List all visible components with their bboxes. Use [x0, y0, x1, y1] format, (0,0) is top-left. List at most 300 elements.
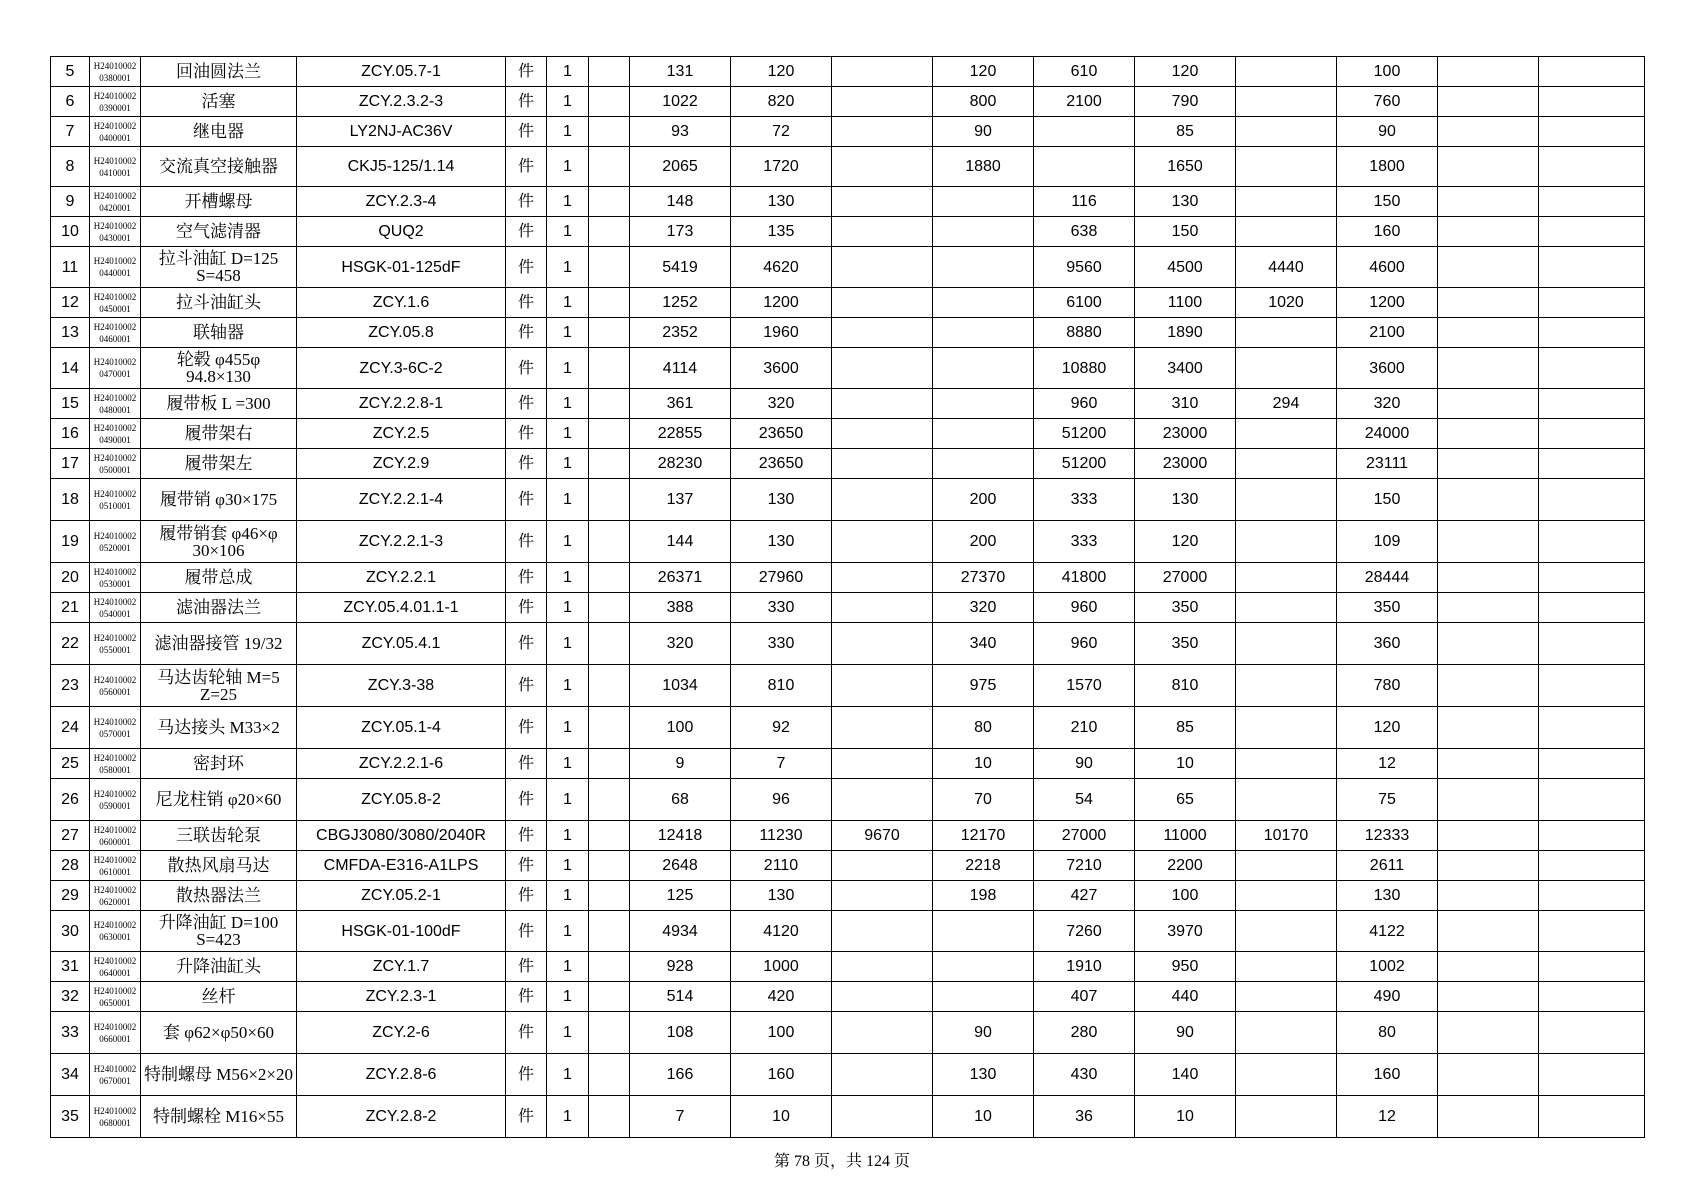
cell-no: 34 [51, 1054, 90, 1096]
cell-c2: 166 [630, 1054, 731, 1096]
cell-code: H24010002 0610001 [90, 851, 141, 881]
cell-c2: 100 [630, 707, 731, 749]
cell-c10 [1438, 1054, 1539, 1096]
cell-c7: 440 [1135, 982, 1236, 1012]
cell-name: 履带架右 [141, 419, 297, 449]
cell-code: H24010002 0430001 [90, 217, 141, 247]
cell-unit: 件 [506, 593, 547, 623]
cell-c4 [832, 749, 933, 779]
cell-qty: 1 [547, 87, 589, 117]
cell-c10 [1438, 479, 1539, 521]
cell-qty: 1 [547, 348, 589, 389]
cell-no: 20 [51, 563, 90, 593]
cell-code: H24010002 0410001 [90, 147, 141, 187]
cell-c5 [933, 449, 1034, 479]
cell-c10 [1438, 593, 1539, 623]
cell-unit: 件 [506, 449, 547, 479]
cell-c6: 610 [1034, 57, 1135, 87]
cell-c11 [1539, 982, 1645, 1012]
cell-code: H24010002 0480001 [90, 389, 141, 419]
cell-c8 [1236, 87, 1337, 117]
cell-model: QUQ2 [297, 217, 506, 247]
cell-model: ZCY.05.4.01.1-1 [297, 593, 506, 623]
cell-c7: 310 [1135, 389, 1236, 419]
cell-c11 [1539, 707, 1645, 749]
cell-c5 [933, 982, 1034, 1012]
cell-c5: 800 [933, 87, 1034, 117]
cell-c9: 28444 [1337, 563, 1438, 593]
cell-no: 22 [51, 623, 90, 665]
cell-c11 [1539, 1012, 1645, 1054]
cell-no: 12 [51, 288, 90, 318]
cell-c9: 2611 [1337, 851, 1438, 881]
cell-unit: 件 [506, 749, 547, 779]
cell-c4 [832, 187, 933, 217]
cell-c4 [832, 952, 933, 982]
cell-model: LY2NJ-AC36V [297, 117, 506, 147]
cell-c11 [1539, 288, 1645, 318]
cell-no: 17 [51, 449, 90, 479]
cell-name: 履带销套 φ46×φ 30×106 [141, 521, 297, 563]
cell-no: 26 [51, 779, 90, 821]
cell-c9: 760 [1337, 87, 1438, 117]
cell-model: HSGK-01-125dF [297, 247, 506, 288]
cell-no: 25 [51, 749, 90, 779]
cell-c7: 350 [1135, 623, 1236, 665]
table-row [51, 749, 1645, 779]
cell-c9: 100 [1337, 57, 1438, 87]
cell-c2: 9 [630, 749, 731, 779]
cell-c10 [1438, 449, 1539, 479]
cell-c7: 3400 [1135, 348, 1236, 389]
cell-c6: 1570 [1034, 665, 1135, 707]
cell-code: H24010002 0520001 [90, 521, 141, 563]
cell-c9: 1200 [1337, 288, 1438, 318]
cell-name: 履带销 φ30×175 [141, 479, 297, 521]
cell-qty: 1 [547, 779, 589, 821]
cell-c6: 407 [1034, 982, 1135, 1012]
cell-qty: 1 [547, 479, 589, 521]
cell-qty: 1 [547, 1096, 589, 1138]
cell-c1 [589, 851, 630, 881]
cell-code: H24010002 0510001 [90, 479, 141, 521]
cell-unit: 件 [506, 623, 547, 665]
cell-model: CMFDA-E316-A1LPS [297, 851, 506, 881]
cell-c6: 9560 [1034, 247, 1135, 288]
cell-code: H24010002 0390001 [90, 87, 141, 117]
cell-name: 开槽螺母 [141, 187, 297, 217]
cell-c8: 10170 [1236, 821, 1337, 851]
cell-c3: 330 [731, 623, 832, 665]
cell-c5: 12170 [933, 821, 1034, 851]
cell-c9: 130 [1337, 881, 1438, 911]
cell-c11 [1539, 821, 1645, 851]
cell-model: ZCY.2.8-6 [297, 1054, 506, 1096]
cell-c10 [1438, 419, 1539, 449]
cell-c7: 350 [1135, 593, 1236, 623]
cell-c3: 810 [731, 665, 832, 707]
cell-c10 [1438, 749, 1539, 779]
cell-c8 [1236, 563, 1337, 593]
cell-code: H24010002 0570001 [90, 707, 141, 749]
cell-c8 [1236, 479, 1337, 521]
cell-c1 [589, 593, 630, 623]
page-number-footer: 第 78 页，共 124 页 [773, 1153, 910, 1170]
cell-c5 [933, 217, 1034, 247]
cell-c7: 810 [1135, 665, 1236, 707]
table-row [51, 707, 1645, 749]
cell-c10 [1438, 665, 1539, 707]
cell-model: ZCY.2.2.1-4 [297, 479, 506, 521]
cell-no: 14 [51, 348, 90, 389]
table-row [51, 911, 1645, 952]
cell-code: H24010002 0590001 [90, 779, 141, 821]
cell-c6: 36 [1034, 1096, 1135, 1138]
cell-unit: 件 [506, 521, 547, 563]
cell-c3: 420 [731, 982, 832, 1012]
cell-c6: 6100 [1034, 288, 1135, 318]
cell-c8 [1236, 952, 1337, 982]
cell-c4 [832, 419, 933, 449]
cell-c8: 294 [1236, 389, 1337, 419]
cell-c1 [589, 623, 630, 665]
cell-c6: 430 [1034, 1054, 1135, 1096]
cell-c11 [1539, 348, 1645, 389]
cell-c1 [589, 911, 630, 952]
cell-qty: 1 [547, 288, 589, 318]
cell-no: 32 [51, 982, 90, 1012]
cell-c11 [1539, 623, 1645, 665]
cell-c8 [1236, 1012, 1337, 1054]
cell-name: 套 φ62×φ50×60 [141, 1012, 297, 1054]
cell-c6: 116 [1034, 187, 1135, 217]
cell-code: H24010002 0440001 [90, 247, 141, 288]
cell-c1 [589, 952, 630, 982]
table-row [51, 288, 1645, 318]
cell-code: H24010002 0640001 [90, 952, 141, 982]
cell-unit: 件 [506, 665, 547, 707]
cell-unit: 件 [506, 707, 547, 749]
cell-unit: 件 [506, 247, 547, 288]
table-row [51, 665, 1645, 707]
cell-c1 [589, 348, 630, 389]
cell-c4 [832, 521, 933, 563]
cell-c10 [1438, 247, 1539, 288]
cell-c5: 200 [933, 479, 1034, 521]
cell-c1 [589, 563, 630, 593]
cell-c5 [933, 419, 1034, 449]
table-row [51, 593, 1645, 623]
cell-c9: 90 [1337, 117, 1438, 147]
cell-unit: 件 [506, 779, 547, 821]
cell-model: ZCY.2.2.1 [297, 563, 506, 593]
cell-c2: 928 [630, 952, 731, 982]
cell-c7: 27000 [1135, 563, 1236, 593]
cell-code: H24010002 0400001 [90, 117, 141, 147]
cell-name: 马达齿轮轴 M=5 Z=25 [141, 665, 297, 707]
cell-c8 [1236, 449, 1337, 479]
cell-c7: 23000 [1135, 449, 1236, 479]
cell-c9: 80 [1337, 1012, 1438, 1054]
cell-name: 丝杆 [141, 982, 297, 1012]
cell-c1 [589, 247, 630, 288]
cell-c9: 780 [1337, 665, 1438, 707]
cell-c6: 333 [1034, 479, 1135, 521]
cell-c9: 23111 [1337, 449, 1438, 479]
cell-c5 [933, 389, 1034, 419]
cell-model: ZCY.05.2-1 [297, 881, 506, 911]
cell-c4 [832, 911, 933, 952]
cell-c2: 4114 [630, 348, 731, 389]
cell-c9: 12 [1337, 1096, 1438, 1138]
cell-c4 [832, 117, 933, 147]
cell-c7: 140 [1135, 1054, 1236, 1096]
cell-qty: 1 [547, 449, 589, 479]
cell-no: 29 [51, 881, 90, 911]
cell-c8 [1236, 881, 1337, 911]
cell-c7: 23000 [1135, 419, 1236, 449]
cell-code: H24010002 0490001 [90, 419, 141, 449]
cell-c9: 24000 [1337, 419, 1438, 449]
cell-unit: 件 [506, 57, 547, 87]
cell-c8 [1236, 1054, 1337, 1096]
cell-c1 [589, 1096, 630, 1138]
cell-c9: 1800 [1337, 147, 1438, 187]
cell-c1 [589, 982, 630, 1012]
cell-c8 [1236, 217, 1337, 247]
cell-c9: 160 [1337, 217, 1438, 247]
cell-c1 [589, 217, 630, 247]
cell-unit: 件 [506, 821, 547, 851]
cell-c10 [1438, 952, 1539, 982]
cell-name: 三联齿轮泵 [141, 821, 297, 851]
table-row [51, 147, 1645, 187]
cell-c10 [1438, 57, 1539, 87]
cell-c8 [1236, 665, 1337, 707]
cell-c8 [1236, 851, 1337, 881]
cell-model: ZCY.2.3-4 [297, 187, 506, 217]
cell-c8 [1236, 419, 1337, 449]
cell-name: 交流真空接触器 [141, 147, 297, 187]
cell-c8 [1236, 749, 1337, 779]
cell-no: 6 [51, 87, 90, 117]
cell-c11 [1539, 449, 1645, 479]
cell-code: H24010002 0620001 [90, 881, 141, 911]
cell-c3: 130 [731, 881, 832, 911]
cell-c11 [1539, 147, 1645, 187]
table-row [51, 623, 1645, 665]
cell-c4 [832, 982, 933, 1012]
cell-c7: 790 [1135, 87, 1236, 117]
cell-c10 [1438, 288, 1539, 318]
cell-c4 [832, 147, 933, 187]
cell-code: H24010002 0660001 [90, 1012, 141, 1054]
cell-model: ZCY.3-6C-2 [297, 348, 506, 389]
cell-code: H24010002 0450001 [90, 288, 141, 318]
cell-c6 [1034, 117, 1135, 147]
cell-no: 16 [51, 419, 90, 449]
cell-name: 轮毂 φ455φ 94.8×130 [141, 348, 297, 389]
cell-c1 [589, 1012, 630, 1054]
cell-c7: 85 [1135, 707, 1236, 749]
cell-code: H24010002 0530001 [90, 563, 141, 593]
cell-c5: 1880 [933, 147, 1034, 187]
cell-no: 35 [51, 1096, 90, 1138]
cell-c10 [1438, 707, 1539, 749]
cell-unit: 件 [506, 1012, 547, 1054]
cell-c6: 10880 [1034, 348, 1135, 389]
cell-code: H24010002 0540001 [90, 593, 141, 623]
cell-c1 [589, 665, 630, 707]
cell-model: ZCY.05.8-2 [297, 779, 506, 821]
cell-name: 履带板 L =300 [141, 389, 297, 419]
cell-code: H24010002 0630001 [90, 911, 141, 952]
cell-c11 [1539, 779, 1645, 821]
cell-c2: 1022 [630, 87, 731, 117]
cell-model: ZCY.3-38 [297, 665, 506, 707]
cell-code: H24010002 0470001 [90, 348, 141, 389]
cell-qty: 1 [547, 881, 589, 911]
cell-qty: 1 [547, 1054, 589, 1096]
cell-c11 [1539, 593, 1645, 623]
cell-code: H24010002 0670001 [90, 1054, 141, 1096]
cell-c7: 120 [1135, 57, 1236, 87]
cell-c5 [933, 952, 1034, 982]
cell-c1 [589, 707, 630, 749]
table-row [51, 563, 1645, 593]
cell-c6: 51200 [1034, 449, 1135, 479]
cell-c2: 12418 [630, 821, 731, 851]
cell-c3: 1720 [731, 147, 832, 187]
cell-qty: 1 [547, 749, 589, 779]
cell-c4 [832, 348, 933, 389]
cell-c1 [589, 57, 630, 87]
cell-c6: 1910 [1034, 952, 1135, 982]
cell-c3: 4620 [731, 247, 832, 288]
cell-c9: 160 [1337, 1054, 1438, 1096]
cell-c3: 11230 [731, 821, 832, 851]
cell-c3: 96 [731, 779, 832, 821]
cell-qty: 1 [547, 1012, 589, 1054]
cell-c9: 2100 [1337, 318, 1438, 348]
cell-model: ZCY.05.7-1 [297, 57, 506, 87]
cell-c4 [832, 593, 933, 623]
cell-unit: 件 [506, 911, 547, 952]
cell-c5: 90 [933, 1012, 1034, 1054]
cell-c5: 340 [933, 623, 1034, 665]
cell-unit: 件 [506, 187, 547, 217]
cell-c2: 173 [630, 217, 731, 247]
cell-c2: 93 [630, 117, 731, 147]
cell-c1 [589, 779, 630, 821]
cell-c8 [1236, 521, 1337, 563]
cell-unit: 件 [506, 419, 547, 449]
cell-c8 [1236, 348, 1337, 389]
cell-c3: 10 [731, 1096, 832, 1138]
cell-name: 活塞 [141, 87, 297, 117]
cell-qty: 1 [547, 563, 589, 593]
cell-c9: 12 [1337, 749, 1438, 779]
cell-c3: 23650 [731, 449, 832, 479]
cell-c8 [1236, 707, 1337, 749]
cell-code: H24010002 0380001 [90, 57, 141, 87]
cell-c7: 2200 [1135, 851, 1236, 881]
cell-c3: 1200 [731, 288, 832, 318]
cell-unit: 件 [506, 288, 547, 318]
table-row [51, 217, 1645, 247]
cell-c7: 11000 [1135, 821, 1236, 851]
cell-unit: 件 [506, 217, 547, 247]
cell-model: ZCY.1.7 [297, 952, 506, 982]
cell-no: 30 [51, 911, 90, 952]
cell-c3: 1000 [731, 952, 832, 982]
table-row [51, 57, 1645, 87]
cell-c11 [1539, 952, 1645, 982]
cell-c2: 4934 [630, 911, 731, 952]
cell-model: ZCY.2-6 [297, 1012, 506, 1054]
cell-c3: 320 [731, 389, 832, 419]
cell-qty: 1 [547, 318, 589, 348]
cell-c5: 200 [933, 521, 1034, 563]
cell-c5: 320 [933, 593, 1034, 623]
cell-c6: 7260 [1034, 911, 1135, 952]
cell-c5 [933, 348, 1034, 389]
cell-name: 散热风扇马达 [141, 851, 297, 881]
cell-c11 [1539, 881, 1645, 911]
cell-unit: 件 [506, 318, 547, 348]
cell-c1 [589, 479, 630, 521]
cell-c1 [589, 1054, 630, 1096]
cell-c6: 8880 [1034, 318, 1135, 348]
cell-c10 [1438, 187, 1539, 217]
cell-name: 密封环 [141, 749, 297, 779]
cell-unit: 件 [506, 881, 547, 911]
cell-c1 [589, 187, 630, 217]
cell-c4 [832, 563, 933, 593]
table-row [51, 779, 1645, 821]
cell-c5 [933, 911, 1034, 952]
cell-c2: 514 [630, 982, 731, 1012]
cell-c2: 2352 [630, 318, 731, 348]
cell-c10 [1438, 851, 1539, 881]
cell-c9: 1002 [1337, 952, 1438, 982]
cell-c6: 51200 [1034, 419, 1135, 449]
cell-c10 [1438, 881, 1539, 911]
cell-c6: 7210 [1034, 851, 1135, 881]
cell-c8 [1236, 318, 1337, 348]
cell-c7: 1100 [1135, 288, 1236, 318]
cell-c6: 280 [1034, 1012, 1135, 1054]
cell-c7: 100 [1135, 881, 1236, 911]
cell-c4 [832, 779, 933, 821]
cell-name: 升降油缸 D=100 S=423 [141, 911, 297, 952]
cell-c1 [589, 449, 630, 479]
cell-c7: 10 [1135, 749, 1236, 779]
cell-c10 [1438, 1012, 1539, 1054]
cell-no: 9 [51, 187, 90, 217]
cell-unit: 件 [506, 1096, 547, 1138]
cell-c4 [832, 881, 933, 911]
cell-c2: 320 [630, 623, 731, 665]
cell-no: 24 [51, 707, 90, 749]
cell-name: 继电器 [141, 117, 297, 147]
cell-c5: 27370 [933, 563, 1034, 593]
cell-c2: 28230 [630, 449, 731, 479]
cell-c10 [1438, 982, 1539, 1012]
cell-c3: 3600 [731, 348, 832, 389]
cell-code: H24010002 0600001 [90, 821, 141, 851]
cell-model: ZCY.2.2.1-3 [297, 521, 506, 563]
